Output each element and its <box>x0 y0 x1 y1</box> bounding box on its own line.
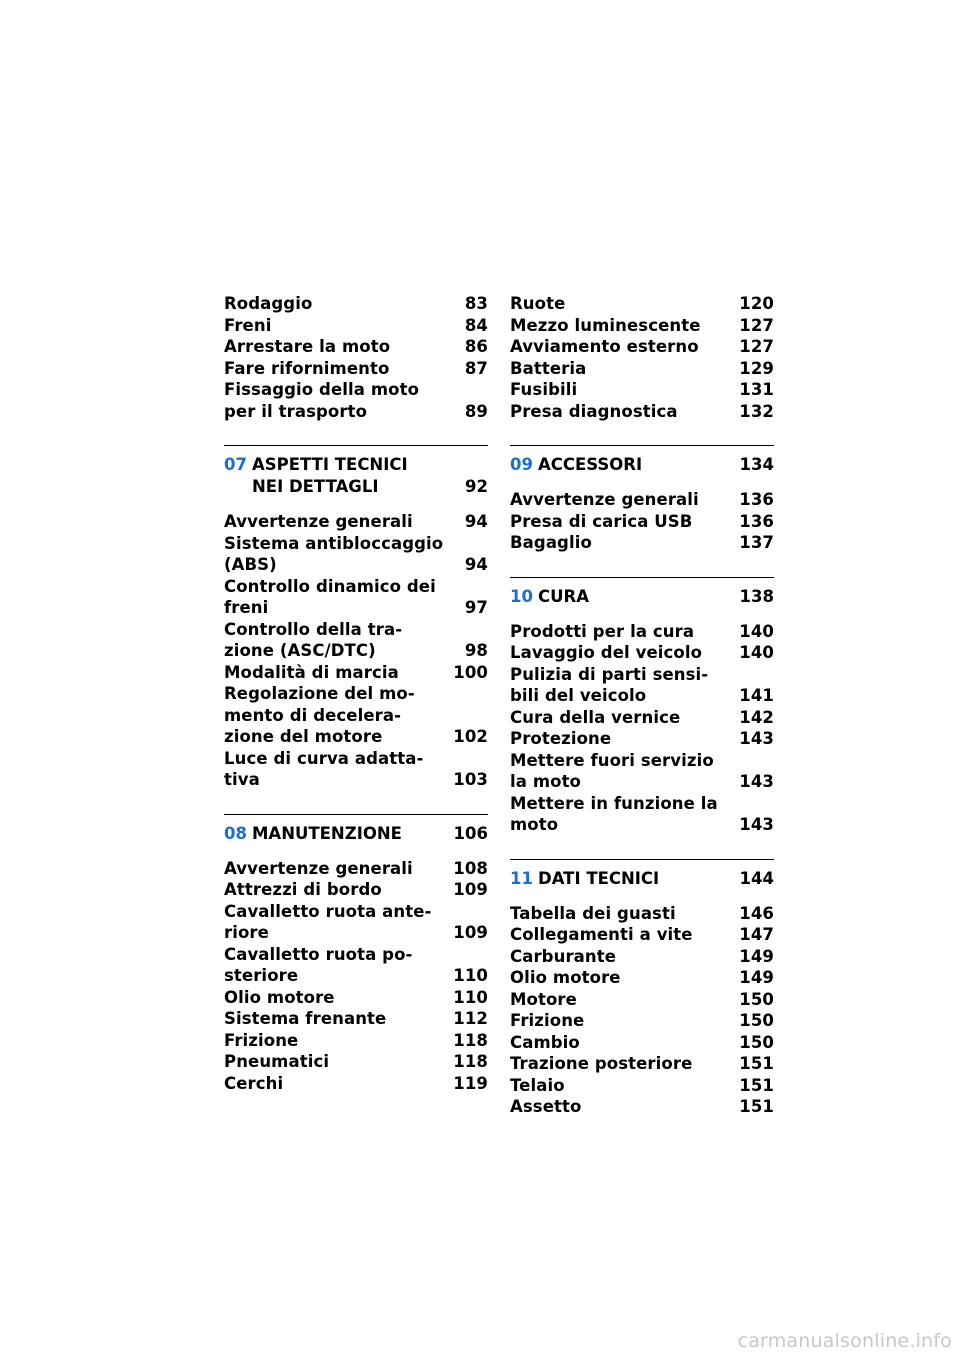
toc-entry-title: Prodotti per la cura <box>510 621 695 641</box>
toc-entry[interactable] <box>224 619 488 662</box>
toc-entry-page: 118 <box>453 1052 488 1071</box>
toc-entry-page: 149 <box>739 946 774 966</box>
toc-entry-page: 94 <box>464 555 488 574</box>
toc-entry-title: Fissaggio della moto per il trasporto <box>224 380 420 421</box>
toc-entry-page: 151 <box>739 1054 774 1073</box>
toc-entry-title: Sistema frenante <box>224 1009 387 1028</box>
toc-entry-page: 150 <box>739 1011 774 1030</box>
toc-entry[interactable] <box>510 1053 774 1075</box>
toc-entry-title: Lavaggio del veicolo <box>510 643 703 662</box>
toc-entry[interactable] <box>224 1051 488 1073</box>
toc-entry[interactable] <box>224 748 488 791</box>
toc-entry-page: 102 <box>453 727 488 746</box>
section-page: 134 <box>739 455 774 474</box>
toc-entry[interactable] <box>224 358 488 380</box>
toc-entry-page: 129 <box>739 358 774 378</box>
toc-entry-title: Regolazione del mo- mento di decelera- zione del motore <box>224 684 415 746</box>
section-title: DATI TECNICI <box>538 868 660 888</box>
toc-entry-title: Sistema antibloccaggio (ABS) <box>224 533 444 574</box>
toc-entry[interactable] <box>224 336 488 358</box>
toc-column-left <box>224 293 488 1094</box>
toc-entry-page: 141 <box>739 686 774 705</box>
toc-entry-title: Cambio <box>510 1032 580 1052</box>
toc-entry-page: 136 <box>739 490 774 509</box>
toc-entry[interactable] <box>510 793 774 836</box>
toc-entry-page: 151 <box>739 1075 774 1095</box>
section-heading[interactable] <box>510 868 774 890</box>
toc-entry-page: 132 <box>739 401 774 421</box>
toc-entry-title: Olio motore <box>510 968 621 987</box>
toc-entry[interactable] <box>510 967 774 989</box>
section-number: 08 <box>224 823 247 843</box>
toc-column-right <box>510 293 774 1118</box>
toc-entry[interactable] <box>510 642 774 664</box>
toc-entry-title: Avvertenze generali <box>224 858 413 878</box>
toc-entry[interactable] <box>224 1030 488 1052</box>
toc-entry[interactable] <box>224 315 488 337</box>
toc-entry-title: Cavalletto ruota po- steriore <box>224 944 413 985</box>
toc-entry[interactable] <box>224 987 488 1009</box>
toc-entry-page: 119 <box>453 1073 488 1093</box>
toc-entry-page: 86 <box>464 337 488 356</box>
toc-entry[interactable] <box>510 946 774 968</box>
toc-entry-page: 83 <box>464 294 488 313</box>
toc-entry-page: 151 <box>739 1097 774 1116</box>
toc-entry[interactable] <box>224 576 488 619</box>
toc-entry-page: 142 <box>739 707 774 727</box>
toc-entry-title: Mettere fuori servizio la moto <box>510 750 714 791</box>
toc-entry-page: 143 <box>739 729 774 748</box>
toc-entry[interactable] <box>224 944 488 987</box>
toc-entry-title: Mezzo luminescente <box>510 315 701 335</box>
toc-section <box>510 445 774 554</box>
toc-entry-title: Controllo della tra- zione (ASC/DTC) <box>224 619 403 660</box>
toc-entry[interactable] <box>510 989 774 1011</box>
toc-entry[interactable] <box>510 621 774 643</box>
toc-entry-title: Olio motore <box>224 987 335 1007</box>
toc-entry[interactable] <box>510 1032 774 1054</box>
toc-entry-page: 94 <box>464 512 488 531</box>
toc-entry[interactable] <box>510 707 774 729</box>
toc-entry-page: 127 <box>739 315 774 335</box>
toc-entry[interactable] <box>224 1008 488 1030</box>
toc-entry-page: 109 <box>453 923 488 942</box>
toc-entry-page: 136 <box>739 511 774 531</box>
section-heading[interactable] <box>510 454 774 476</box>
toc-entry[interactable] <box>224 683 488 748</box>
section-number: 09 <box>510 455 533 474</box>
toc-entry-page: 87 <box>464 358 488 378</box>
toc-entry-page: 110 <box>453 987 488 1007</box>
toc-entry-title: Pneumatici <box>224 1052 330 1071</box>
toc-entry-title: Cavalletto ruota ante- riore <box>224 901 432 942</box>
toc-entry-title: Frizione <box>510 1011 585 1030</box>
toc-entry-page: 97 <box>464 598 488 617</box>
toc-entry[interactable] <box>224 293 488 315</box>
toc-entry-title: Trazione posteriore <box>510 1054 693 1073</box>
toc-entry-page: 150 <box>739 1032 774 1052</box>
toc-entry[interactable] <box>510 532 774 554</box>
toc-entry-title: Mettere in funzione la moto <box>510 793 718 834</box>
toc-entry-page: 140 <box>739 621 774 641</box>
toc-entry-page: 100 <box>453 662 488 682</box>
section-page: 144 <box>739 868 774 888</box>
toc-entry-title: Attrezzi di bordo <box>224 880 382 899</box>
toc-entry-title: Assetto <box>510 1097 582 1116</box>
toc-entry-title: Avviamento esterno <box>510 337 699 356</box>
toc-entry-title: Tabella dei guasti <box>510 903 676 923</box>
toc-entry[interactable] <box>510 315 774 337</box>
toc-entry-title: Modalità di marcia <box>224 662 399 682</box>
toc-entry[interactable] <box>510 379 774 401</box>
toc-entry[interactable] <box>510 924 774 946</box>
toc-entry-title: Avvertenze generali <box>224 512 413 531</box>
toc-entry[interactable] <box>224 662 488 684</box>
toc-entry[interactable] <box>224 379 488 422</box>
toc-entry[interactable] <box>510 1096 774 1118</box>
section-page: 92 <box>465 477 488 496</box>
section-heading[interactable] <box>510 586 774 608</box>
toc-entry-title: Arrestare la moto <box>224 337 391 356</box>
toc-entry-title: Fusibili <box>510 380 578 399</box>
toc-entry[interactable] <box>224 511 488 533</box>
toc-entry-title: Avvertenze generali <box>510 490 699 509</box>
toc-entry[interactable] <box>510 1010 774 1032</box>
toc-entry[interactable] <box>510 750 774 793</box>
toc-entry[interactable] <box>510 903 774 925</box>
toc-entry-page: 103 <box>453 770 488 789</box>
section-title: CURA <box>538 586 589 606</box>
toc-entry-title: Bagaglio <box>510 533 592 552</box>
toc-entry-page: 146 <box>739 903 774 923</box>
toc-entry[interactable] <box>510 401 774 423</box>
toc-entry[interactable] <box>510 358 774 380</box>
toc-entry[interactable] <box>510 336 774 358</box>
toc-entry-title: Rodaggio <box>224 294 313 313</box>
toc-entry-page: 118 <box>453 1030 488 1050</box>
section-heading[interactable] <box>224 823 488 845</box>
toc-entry-title: Cerchi <box>224 1073 284 1093</box>
toc-entry-title: Pulizia di parti sensi- bili del veicolo <box>510 664 709 705</box>
toc-entry[interactable] <box>510 511 774 533</box>
toc-entry-page: 98 <box>464 641 488 660</box>
toc-entry-title: Cura della vernice <box>510 707 681 727</box>
toc-entry[interactable] <box>510 293 774 315</box>
toc-entry-page: 109 <box>453 880 488 899</box>
toc-entry-title: Motore <box>510 989 577 1009</box>
toc-entry-title: Protezione <box>510 729 612 748</box>
toc-entry-title: Carburante <box>510 946 617 966</box>
toc-entry-title: Presa di carica USB <box>510 511 693 531</box>
toc-entry-page: 84 <box>464 315 488 335</box>
toc-entry-page: 140 <box>739 643 774 662</box>
toc-entry-title: Collegamenti a vite <box>510 925 693 944</box>
toc-section <box>510 577 774 836</box>
toc-entry[interactable] <box>224 901 488 944</box>
section-page: 138 <box>739 586 774 606</box>
toc-entry[interactable] <box>510 489 774 511</box>
toc-entry-page: 143 <box>739 772 774 791</box>
toc-entry[interactable] <box>510 664 774 707</box>
toc-entry-page: 150 <box>739 989 774 1009</box>
toc-entry[interactable] <box>224 1073 488 1095</box>
toc-entry-page: 120 <box>739 294 774 313</box>
section-number: 07 <box>224 455 247 474</box>
toc-entry[interactable] <box>224 879 488 901</box>
section-number: 11 <box>510 868 533 888</box>
toc-entry-page: 110 <box>453 966 488 985</box>
toc-section <box>224 814 488 1095</box>
toc-entry-page: 131 <box>739 380 774 399</box>
toc-entry-page: 137 <box>739 533 774 552</box>
watermark-text: carmanualsonline.info <box>737 1330 952 1352</box>
toc-entry-title: Frizione <box>224 1030 299 1050</box>
section-heading[interactable] <box>224 454 488 498</box>
toc-section <box>224 445 488 791</box>
toc-entry[interactable] <box>510 728 774 750</box>
section-title: MANUTENZIONE <box>252 823 402 843</box>
section-page: 106 <box>453 823 488 843</box>
toc-entry-title: Presa diagnostica <box>510 401 678 421</box>
toc-entry[interactable] <box>224 533 488 576</box>
toc-entry-title: Fare rifornimento <box>224 358 390 378</box>
toc-entry-title: Freni <box>224 315 272 335</box>
toc-entry-title: Controllo dinamico dei freni <box>224 576 436 617</box>
toc-entry-page: 127 <box>739 337 774 356</box>
toc-entry-page: 89 <box>464 401 488 421</box>
section-title: ACCESSORI <box>538 455 643 474</box>
toc-entry-title: Luce di curva adatta- tiva <box>224 748 424 789</box>
toc-entry[interactable] <box>224 858 488 880</box>
toc-entry-page: 147 <box>739 925 774 944</box>
toc-section <box>510 859 774 1118</box>
toc-entry-page: 143 <box>739 815 774 834</box>
toc-entry-title: Ruote <box>510 294 566 313</box>
toc-entry-page: 108 <box>453 858 488 878</box>
toc-entry-title: Batteria <box>510 358 587 378</box>
toc-entry[interactable] <box>510 1075 774 1097</box>
section-number: 10 <box>510 586 533 606</box>
toc-entry-title: Telaio <box>510 1075 565 1095</box>
toc-entry-page: 112 <box>453 1009 488 1028</box>
toc-entry-page: 149 <box>739 968 774 987</box>
section-title: ASPETTI TECNICI NEI DETTAGLI <box>252 455 408 496</box>
